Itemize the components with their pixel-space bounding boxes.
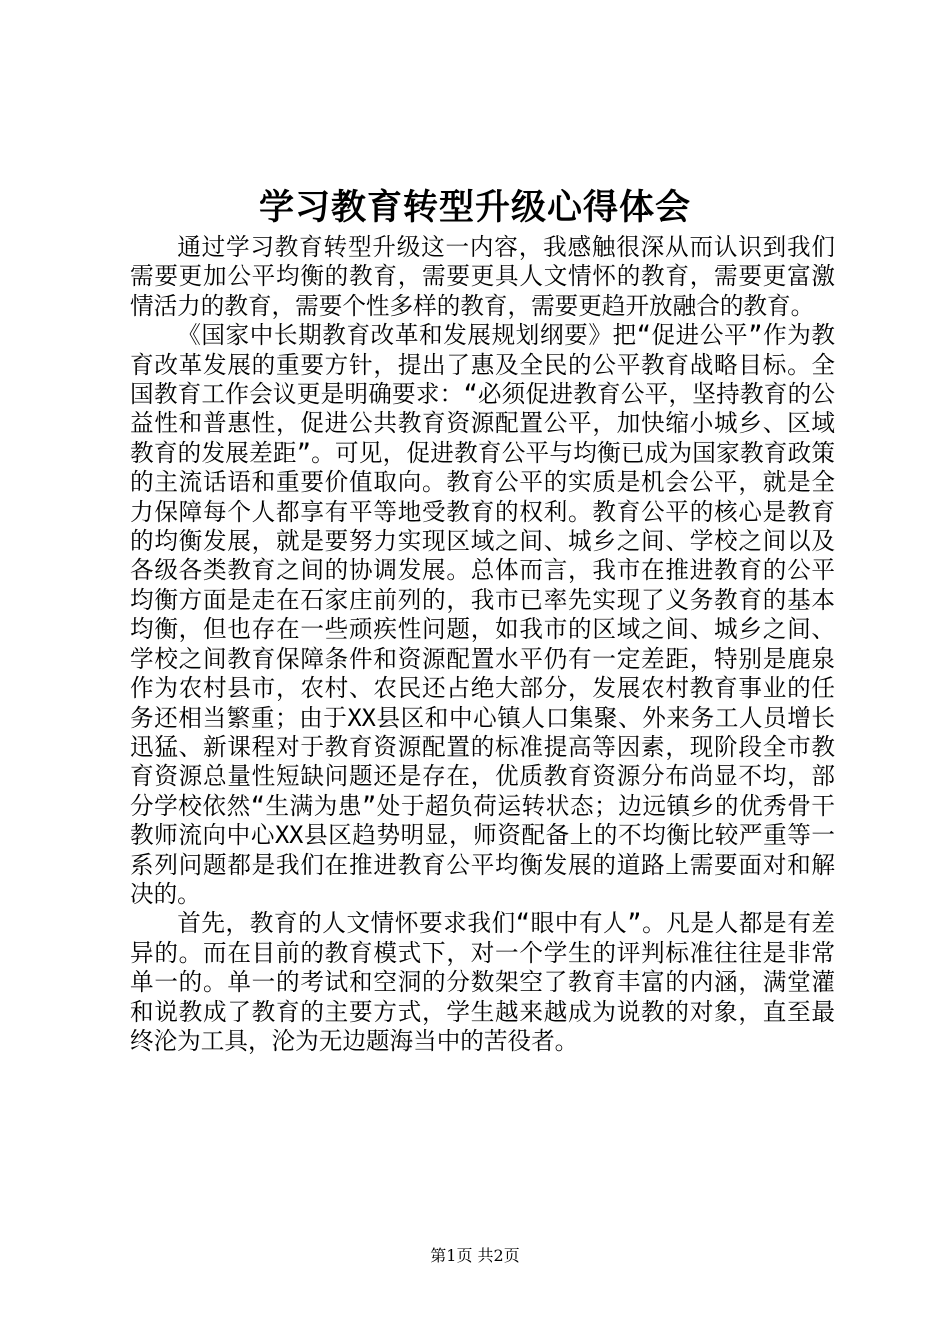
document-title: 学习教育转型升级心得体会 (258, 187, 691, 228)
paragraph-humanistic: 首先，教育的人文情怀要求我们“眼中有人”。凡是人都是有差异的。而在目前的教育模式下，对一个学生的评判标准往往是非常单一的。单一的考试和空洞的分数架空了教育丰富的内涵，满堂灌和说教成了教育的主要方式，学生越来越成为说教的对象，直至最终沦为工具，沦为无边题海当中的苦役者。 (130, 909, 835, 1055)
paragraph-fairness: 《国家中长期教育改革和发展规划纲要》把“促进公平”作为教育改革发展的重要方针，提出了惠及全民的公平教育战略目标。全国教育工作会议更是明确要求：“必须促进教育公平，坚持教育的公益性和普惠性，促进公共教育资源配置公平，加快缩小城乡、区域教育的发展差距”。可见，促进教育公平与均衡已成为国家教育政策的主流话语和重要价值取向。教育公平的实质是机会公平，就是全力保障每个人都享有平等地受教育的权利。教育公平的核心是教育的均衡发展，就是要努力实现区域之间、城乡之间、学校之间以及各级各类教育之间的协调发展。总体而言，我市在推进教育的公平均衡方面是走在石家庄前列的，我市已率先实现了义务教育的基本均衡，但也存在一些顽疾性问题，如我市的区域之间、城乡之间、学校之间教育保障条件和资源配置水平仍有一定差距，特别是鹿泉作为农村县市，农村、农民还占绝大部分，发展农村教育事业的任务还相当繁重；由于XX县区和中心镇人口集聚、外来务工人员增长迅猛、新课程对于教育资源配置的标准提高等因素，现阶段全市教育资源总量性短缺问题还是存在，优质教育资源分布尚显不均，部分学校依然“生满为患”处于超负荷运转状态；边远镇乡的优秀骨干教师流向中心XX县区趋势明显，师资配备上的不均衡比较严重等一系列问题都是我们在推进教育公平均衡发展的道路上需要面对和解决的。 (130, 321, 835, 908)
document-body (130, 233, 835, 1056)
page-number-footer: 第1页 共2页 (430, 1246, 520, 1265)
paragraph-intro: 通过学习教育转型升级这一内容，我感触很深从而认识到我们需要更加公平均衡的教育，需要更具人文情怀的教育，需要更富激情活力的教育，需要个性多样的教育，需要更趋开放融合的教育。 (130, 233, 835, 320)
